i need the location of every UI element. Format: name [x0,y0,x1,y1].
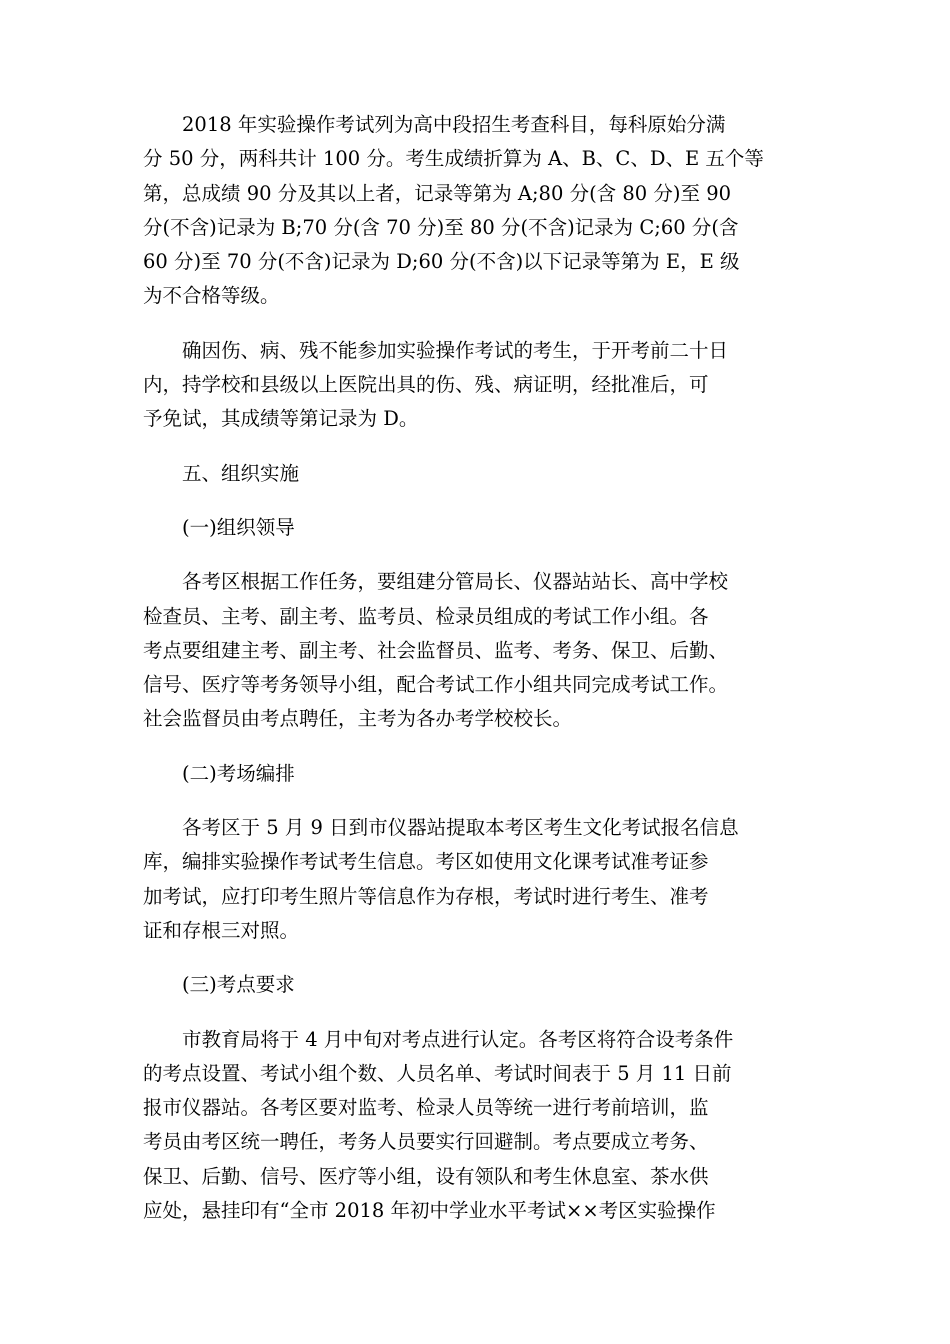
text-line: 的考点设置、考试小组个数、人员名单、考试时间表于 5 月 11 日前 [143,1061,732,1085]
text-line: 分 50 分，两科共计 100 分。考生成绩折算为 A、B、C、D、E 五个等 [143,147,764,171]
text-line: 报市仪器站。各考区要对监考、检录人员等统一进行考前培训，监 [143,1096,709,1120]
text-line: 检查员、主考、副主考、监考员、检录员组成的考试工作小组。各 [143,604,709,628]
text-line: 保卫、后勤、信号、医疗等小组，设有领队和考生休息室、茶水供 [143,1164,709,1188]
text-line: 考员由考区统一聘任，考务人员要实行回避制。考点要成立考务、 [143,1130,709,1154]
text-line: 信号、医疗等考务领导小组，配合考试工作小组共同完成考试工作。 [143,673,729,697]
subsection-heading-venue-requirements: (三)考点要求 [182,973,295,997]
paragraph-grading [143,108,813,314]
text-line: 确因伤、病、残不能参加实验操作考试的考生，于开考前二十日 [182,338,729,362]
text-line: 内，持学校和县级以上医院出具的伤、残、病证明，经批准后，可 [143,373,709,397]
text-line: 各考区于 5 月 9 日到市仪器站提取本考区考生文化考试报名信息 [182,816,739,840]
text-line: 分(不含)记录为 B;70 分(含 70 分)至 80 分(不含)记录为 C;60 分(含 [143,215,739,239]
text-line: 60 分)至 70 分(不含)记录为 D;60 分(不含)以下记录等第为 E，E 级 [143,250,740,274]
text-line: 为不合格等级。 [143,284,280,308]
text-line: 第，总成绩 90 分及其以上者，记录等第为 A;80 分(含 80 分)至 90 [143,181,732,205]
text-line: 市教育局将于 4 月中旬对考点进行认定。各考区将符合设考条件 [182,1027,734,1051]
document-page [143,108,813,1248]
subsection-heading-leadership: (一)组织领导 [182,515,295,539]
text-line: 应处，悬挂印有“全市 2018 年初中学业水平考试××考区实验操作 [143,1199,716,1223]
text-line: 2018 年实验操作考试列为高中段招生考查科目，每科原始分满 [182,113,726,136]
subsection-heading-arrangement: (二)考场编排 [182,761,295,785]
text-line: 社会监督员由考点聘任，主考为各办考学校校长。 [143,707,573,731]
paragraph-leadership [143,565,813,736]
section-heading-organization: 五、组织实施 [182,461,300,485]
text-line: 予免试，其成绩等第记录为 D。 [143,407,419,431]
paragraph-venue-requirements [143,1023,813,1229]
text-line: 证和存根三对照。 [143,918,300,942]
text-line: 库，编排实验操作考试考生信息。考区如使用文化课考试准考证参 [143,850,709,874]
paragraph-arrangement [143,811,813,948]
paragraph-exemption [143,334,813,437]
text-line: 加考试，应打印考生照片等信息作为存根，考试时进行考生、准考 [143,884,709,908]
text-line: 考点要组建主考、副主考、社会监督员、监考、考务、保卫、后勤、 [143,638,729,662]
text-line: 各考区根据工作任务，要组建分管局长、仪器站站长、高中学校 [182,570,729,594]
